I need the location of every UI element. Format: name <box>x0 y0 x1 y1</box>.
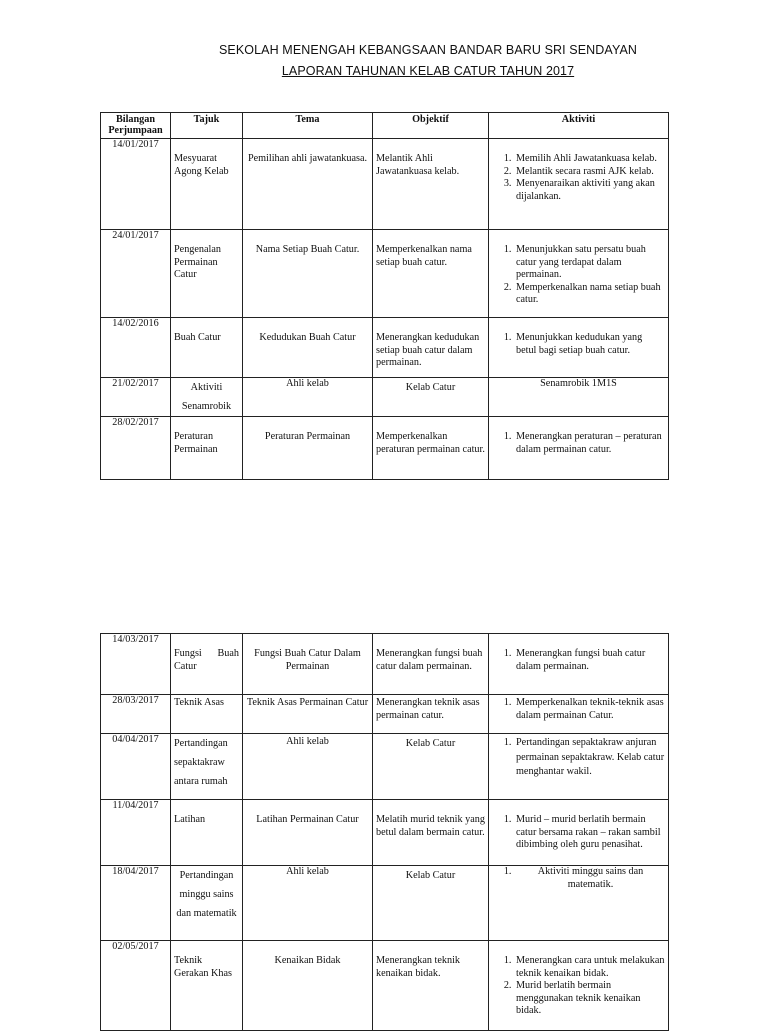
row-date: 21/02/2017 <box>101 378 171 417</box>
activity-table-1 <box>100 112 669 480</box>
activity-item: 2. Melantik secara rasmi AJK kelab. <box>514 166 665 179</box>
activity-item: 2. Murid berlatih bermain menggunakan teknik kenaikan bidak. <box>514 980 665 1018</box>
row-aktiviti <box>489 941 669 1031</box>
row-objektif: Kelab Catur <box>373 866 489 941</box>
row-aktiviti <box>489 230 669 318</box>
row-objektif: Memperkenalkan nama setiap buah catur. <box>373 230 489 318</box>
activity-item: 1. Pertandingan sepaktakraw anjuran permainan sepaktakraw. Kelab catur menghantar wakil. <box>514 736 665 780</box>
row-aktiviti <box>489 866 669 941</box>
activity-item: 1. Menerangkan cara untuk melakukan teknik kenaikan bidak. <box>514 955 665 980</box>
row-objektif: Kelab Catur <box>373 378 489 417</box>
activity-table-2 <box>100 633 669 1031</box>
row-tema: Teknik Asas Permainan Catur <box>243 695 373 734</box>
row-tajuk: Teknik Asas <box>171 695 243 734</box>
row-tema: Kenaikan Bidak <box>243 941 373 1031</box>
table-row <box>101 866 669 941</box>
table-row <box>101 941 669 1031</box>
row-date: 14/03/2017 <box>101 634 171 695</box>
table-row <box>101 378 669 417</box>
row-tajuk: Fungsi Buah Catur <box>171 634 243 695</box>
table-row <box>101 734 669 800</box>
row-tema: Latihan Permainan Catur <box>243 800 373 866</box>
activity-item: 2. Memperkenalkan nama setiap buah catur. <box>514 282 665 307</box>
row-aktiviti <box>489 139 669 230</box>
row-date: 14/02/2016 <box>101 318 171 378</box>
activity-item: 1. Aktiviti minggu sains dan matematik. <box>514 866 665 891</box>
row-date: 24/01/2017 <box>101 230 171 318</box>
table-row <box>101 230 669 318</box>
row-date: 14/01/2017 <box>101 139 171 230</box>
row-aktiviti <box>489 634 669 695</box>
activity-item: 3. Menyenaraikan aktiviti yang akan dijalankan. <box>514 178 665 203</box>
table-row <box>101 634 669 695</box>
row-tajuk: Mesyuarat Agong Kelab <box>171 139 243 230</box>
row-tajuk: Buah Catur <box>171 318 243 378</box>
row-tajuk: Pertandingan sepaktakraw antara rumah <box>171 734 243 800</box>
table-row <box>101 695 669 734</box>
row-aktiviti <box>489 734 669 800</box>
row-tajuk: Pengenalan Permainan Catur <box>171 230 243 318</box>
row-tema: Ahli kelab <box>243 378 373 417</box>
row-objektif: Menerangkan fungsi buah catur dalam permainan. <box>373 634 489 695</box>
row-objektif: Menerangkan kedudukan setiap buah catur dalam permainan. <box>373 318 489 378</box>
row-date: 02/05/2017 <box>101 941 171 1031</box>
activity-item: 1. Menunjukkan kedudukan yang betul bagi setiap buah catur. <box>514 332 665 357</box>
row-date: 28/03/2017 <box>101 695 171 734</box>
row-tema: Nama Setiap Buah Catur. <box>243 230 373 318</box>
school-title: SEKOLAH MENENGAH KEBANGSAAN BANDAR BARU SRI SENDAYAN <box>218 43 638 57</box>
row-tema: Pemilihan ahli jawatankuasa. <box>243 139 373 230</box>
column-header-tajuk: Tajuk <box>171 113 243 139</box>
row-aktiviti <box>489 695 669 734</box>
row-tajuk: Pertandingan minggu sains dan matematik <box>171 866 243 941</box>
row-date: 11/04/2017 <box>101 800 171 866</box>
report-title: LAPORAN TAHUNAN KELAB CATUR TAHUN 2017 <box>281 64 575 78</box>
row-tajuk: Aktiviti Senamrobik <box>171 378 243 417</box>
row-aktiviti <box>489 318 669 378</box>
column-header-objektif: Objektif <box>373 113 489 139</box>
column-header-bilangan: Bilangan Perjumpaan <box>101 113 171 139</box>
row-objektif: Memperkenalkan peraturan permainan catur. <box>373 417 489 480</box>
activity-item: 1. Menerangkan peraturan – peraturan dalam permainan catur. <box>514 431 665 456</box>
table-row <box>101 318 669 378</box>
table-row <box>101 417 669 480</box>
row-tajuk: Teknik Gerakan Khas <box>171 941 243 1031</box>
row-date: 28/02/2017 <box>101 417 171 480</box>
row-aktiviti <box>489 800 669 866</box>
row-date: 04/04/2017 <box>101 734 171 800</box>
row-aktiviti <box>489 417 669 480</box>
table-row <box>101 800 669 866</box>
row-date: 18/04/2017 <box>101 866 171 941</box>
row-tajuk: Peraturan Permainan <box>171 417 243 480</box>
row-tajuk: Latihan <box>171 800 243 866</box>
row-tema: Kedudukan Buah Catur <box>243 318 373 378</box>
activity-item: 1. Memilih Ahli Jawatankuasa kelab. <box>514 153 665 166</box>
activity-item: 1. Murid – murid berlatih bermain catur bersama rakan – rakan sambil dibimbing oleh guru penasihat. <box>514 814 665 852</box>
row-objektif: Menerangkan teknik kenaikan bidak. <box>373 941 489 1031</box>
table-row <box>101 139 669 230</box>
row-tema: Ahli kelab <box>243 734 373 800</box>
table-header-row <box>101 113 669 139</box>
row-tema: Peraturan Permainan <box>243 417 373 480</box>
row-objektif: Melatih murid teknik yang betul dalam bermain catur. <box>373 800 489 866</box>
activity-item: 1. Menerangkan fungsi buah catur dalam permainan. <box>514 648 665 673</box>
row-objektif: Menerangkan teknik asas permainan catur. <box>373 695 489 734</box>
activity-item: 1. Menunjukkan satu persatu buah catur yang terdapat dalam permainan. <box>514 244 665 282</box>
row-tema: Ahli kelab <box>243 866 373 941</box>
activity-item: 1. Memperkenalkan teknik-teknik asas dalam permainan Catur. <box>514 697 665 722</box>
row-objektif: Melantik Ahli Jawatankuasa kelab. <box>373 139 489 230</box>
column-header-tema: Tema <box>243 113 373 139</box>
row-aktiviti: Senamrobik 1M1S <box>489 378 669 417</box>
row-objektif: Kelab Catur <box>373 734 489 800</box>
column-header-aktiviti: Aktiviti <box>489 113 669 139</box>
row-tema: Fungsi Buah Catur Dalam Permainan <box>243 634 373 695</box>
